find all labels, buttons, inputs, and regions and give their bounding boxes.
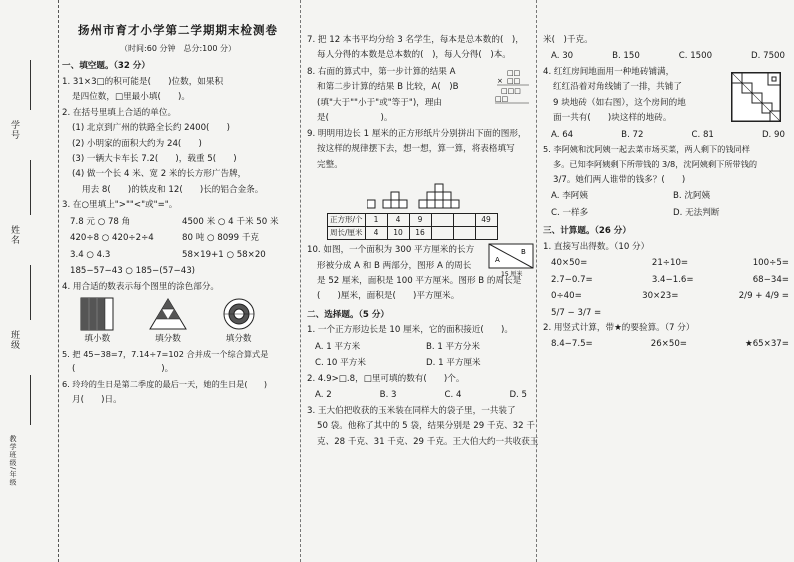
- compare-item: 3.4 ○ 4.3: [70, 249, 111, 260]
- choice-4b: 红红沿着对角线铺了一排，共铺了: [553, 82, 682, 93]
- table-cell: 49: [475, 214, 497, 227]
- figure-label-a: A: [495, 256, 500, 265]
- choice-3d: 米( )千克。: [543, 35, 593, 45]
- choice-option[interactable]: D. 无法判断: [673, 207, 720, 218]
- question-2-2: (2) 小明家的面积大约为 24( ): [72, 138, 202, 149]
- calc-vertical-row: [543, 338, 794, 350]
- calc-item: 2.7−0.7=: [551, 274, 593, 285]
- compare-row-4: [62, 265, 294, 277]
- rectangle-ab-figure: [487, 242, 537, 278]
- table-row: [328, 214, 498, 227]
- calc-item: 0÷40=: [551, 291, 582, 302]
- compare-row-1: [62, 216, 294, 228]
- choice-option[interactable]: C. 81: [691, 129, 714, 140]
- circle-rings-figure: [219, 297, 259, 331]
- choice-option[interactable]: A. 30: [551, 51, 574, 62]
- choice-1-options-row: [307, 357, 537, 369]
- question-2: 2. 在括号里填上合适的单位。: [62, 107, 177, 118]
- table-header-cell: 正方形/个: [328, 214, 366, 227]
- question-8a: 8. 右面的算式中，第一步计算的结果 A: [307, 66, 456, 77]
- choice-2: 2. 4.9>□.8，□里可填的数有( )个。: [307, 373, 465, 384]
- compare-row-3: [62, 249, 294, 261]
- svg-text:□□: □□: [507, 68, 521, 77]
- shaded-figures: [62, 297, 294, 331]
- column-middle: [300, 0, 537, 562]
- table-cell: 16: [409, 227, 431, 240]
- binding-line: [30, 160, 31, 215]
- choice-option[interactable]: D. 7500: [751, 51, 785, 62]
- question-5a: 5. 把 45−38=7，7.14÷7=102 合并成一个综合算式是: [62, 348, 269, 359]
- question-8c: (填"大于""小于"或"等于")，理由: [317, 97, 442, 108]
- choice-option[interactable]: C. 1500: [678, 51, 713, 62]
- question-10-block: [307, 244, 537, 303]
- calc-item: 100÷5=: [752, 258, 789, 269]
- section-fill-blank: 一、填空题。（32 分）: [62, 61, 150, 72]
- choice-3b: 50 袋。他称了其中的 5 袋，结果分别是 29 千克、32 千: [317, 421, 535, 432]
- question-3: 3. 在○里填上">""<"或"="。: [62, 200, 178, 211]
- compare-item: 7.8 元 ○ 78 角: [70, 216, 131, 227]
- choice-option[interactable]: B. 沈阿姨: [673, 191, 711, 202]
- question-9c: 完整。: [317, 159, 343, 170]
- calc-item: ★65×37=: [745, 339, 789, 350]
- question-8b: 和第二步计算的结果 B 比较，A( )B: [317, 82, 459, 93]
- choice-3c: 克、28 千克、31 千克、29 千克。王大伯大约一共收获玉: [317, 436, 539, 447]
- binding-label-student-id: 学号: [9, 120, 19, 140]
- question-1b: 是四位数，□里最小填( )。: [72, 92, 190, 103]
- calc-item: 8.4−7.5=: [551, 339, 593, 350]
- calc-2: 2. 用竖式计算，带★的要验算。（7 分）: [543, 323, 695, 334]
- svg-text:□□□: □□□: [501, 86, 521, 95]
- calc-row-1: [543, 257, 794, 269]
- exam-title: 扬州市育才小学第二学期期末检测卷: [78, 23, 278, 37]
- choice-option[interactable]: D. 90: [761, 129, 785, 140]
- choice-4d: 面一共有( )块这样的地砖。: [553, 113, 672, 124]
- table-cell: 9: [409, 214, 431, 227]
- calc-item: 5/7 − 3/7 =: [551, 307, 602, 318]
- calc-item: 30×23=: [642, 291, 679, 302]
- section-calculation: 三、计算题。（26 分）: [543, 226, 631, 237]
- compare-item: 420÷8 ○ 420÷2÷4: [70, 233, 154, 244]
- question-8-block: [307, 66, 537, 125]
- svg-text:×: ×: [497, 76, 503, 85]
- question-2-4a: (4) 做一个长 4 米、宽 2 米的长方形广告牌，: [72, 169, 247, 180]
- figure-captions: [62, 333, 294, 345]
- question-10b: 形被分成 A 和 B 两部分，图形 A 的周长: [317, 260, 472, 271]
- table-cell: 4: [387, 214, 409, 227]
- square-grid-figure: [77, 297, 117, 331]
- choice-option[interactable]: A. 李阿姨: [551, 191, 588, 202]
- compare-item: 4500 米 ○ 4 千米 50 米: [182, 216, 279, 227]
- choice-option[interactable]: B. 72: [621, 129, 644, 140]
- choice-1-options-row: [307, 341, 537, 353]
- question-7b: 每人分得的本数是总本数的( )，每人分得( )本。: [317, 50, 511, 61]
- calc-1: 1. 直接写出得数。（10 分）: [543, 241, 650, 252]
- table-cell: [431, 214, 453, 227]
- choice-option[interactable]: B. 1 平方分米: [426, 341, 480, 352]
- choice-4c: 9 块地砖（如右图），这个房间的地: [553, 97, 686, 108]
- triangle-figure: [148, 297, 188, 331]
- svg-text:□□: □□: [507, 76, 521, 85]
- calc-item: 26×50=: [650, 339, 688, 350]
- calc-row-4: [543, 307, 794, 319]
- question-2-4b: 用去 8( )的铁皮和 12( )长的铝合金条。: [82, 184, 264, 195]
- question-6b: 月( )日。: [72, 394, 122, 405]
- binding-margin: [0, 0, 59, 562]
- choice-3a: 3. 王大伯把收获的玉米装在同样大的袋子里，一共装了: [307, 405, 516, 416]
- choice-option[interactable]: C. 一样多: [551, 207, 589, 218]
- choice-option[interactable]: C. 10 平方米: [315, 358, 366, 369]
- choice-option[interactable]: C. 4: [444, 390, 462, 401]
- column-right: [536, 0, 794, 562]
- calc-item: 40×50=: [551, 258, 588, 269]
- choice-5a: 5. 李阿姨和沈阿姨一起去菜市场买菜，两人剩下的钱同样: [543, 144, 750, 155]
- choice-5c: 3/7。她们两人谁带的钱多？( ): [553, 174, 686, 185]
- binding-label-grade: 教学班级/年级: [9, 435, 17, 487]
- compare-row-2: [62, 232, 294, 244]
- choice-5-options-row: [543, 207, 794, 219]
- choice-option[interactable]: D. 1 平方厘米: [426, 358, 481, 369]
- exam-subtitle: （时间:60 分钟 总分:100 分）: [120, 43, 236, 53]
- calc-row-2: [543, 274, 794, 286]
- question-2-1: (1) 北京到广州的铁路全长约 2400( ): [72, 123, 230, 134]
- binding-label-class: 班级: [9, 330, 19, 350]
- question-9a: 9. 明明用边长 1 厘米的正方形纸片分别拼出下面的图形，: [307, 128, 527, 139]
- square-pattern-figure: [367, 171, 507, 209]
- calc-row-3: [543, 290, 794, 302]
- choice-option[interactable]: A. 2: [315, 390, 332, 401]
- question-10a: 10. 如图，一个面积为 300 平方厘米的长方: [307, 245, 475, 256]
- question-10d: ( )厘米，面积是( )平方厘米。: [317, 291, 460, 302]
- choice-1: 1. 一个正方形边长是 10 厘米，它的面积接近( )。: [307, 325, 513, 336]
- table-cell: [475, 227, 497, 240]
- svg-text:□□: □□: [495, 94, 509, 103]
- binding-label-name: 姓名: [9, 225, 19, 245]
- vertical-calculation-figure: [493, 66, 533, 106]
- choice-4-options-row: [543, 129, 794, 141]
- question-8d: 是( )。: [317, 113, 393, 124]
- question-9b: 按这样的规律摆下去，想一想，算一算，将表格填写: [317, 144, 515, 155]
- column-left: [62, 0, 294, 562]
- figure-caption: 填分数: [155, 334, 181, 345]
- question-7a: 7. 把 12 本书平均分给 3 名学生，每本是总本数的( )，: [307, 35, 524, 45]
- pattern-table: [327, 213, 498, 240]
- choice-5b: 多。已知李阿姨剩下所带钱的 3/8，沈阿姨剩下所带钱的: [553, 159, 758, 170]
- question-4: 4. 用合适的数表示每个图里的涂色部分。: [62, 281, 220, 292]
- table-cell: [453, 214, 475, 227]
- compare-item: 80 吨 ○ 8099 千克: [182, 233, 260, 244]
- question-5b: ( )。: [72, 364, 174, 375]
- binding-line: [30, 60, 31, 110]
- choice-5-options-row: [543, 190, 794, 202]
- binding-line: [30, 375, 31, 425]
- floor-tile-figure: [731, 72, 781, 122]
- choice-option[interactable]: B. 3: [379, 390, 397, 401]
- figure-caption: 填小数: [84, 334, 111, 345]
- choice-option[interactable]: A. 1 平方米: [315, 341, 361, 352]
- choice-2-options-row: [307, 389, 537, 401]
- calc-item: 21÷10=: [651, 258, 689, 269]
- section-choice: 二、选择题。（5 分）: [307, 309, 390, 320]
- question-10c: 是 52 厘米，面积是 100 平方厘米。图形 B 的周长是: [317, 275, 522, 286]
- choice-4a: 4. 红红房间地面用一种地砖铺满，: [543, 66, 675, 77]
- table-cell: [453, 227, 475, 240]
- calc-item: 3.4−1.6=: [651, 274, 694, 285]
- figure-label-b: B: [521, 248, 526, 257]
- table-cell: 4: [365, 227, 387, 240]
- table-cell: 10: [387, 227, 409, 240]
- choice-option[interactable]: B. 150: [612, 51, 640, 62]
- binding-line: [30, 265, 31, 320]
- question-1a: 1. 31×3□的积可能是( )位数，如果积: [62, 76, 224, 87]
- choice-option[interactable]: D. 5: [509, 390, 527, 401]
- table-row: [328, 227, 498, 240]
- table-cell: 1: [365, 214, 387, 227]
- question-2-3: (3) 一辆大卡车长 7.2( )，载重 5( ): [72, 153, 237, 164]
- figure-caption: 填分数: [225, 334, 252, 345]
- choice-option[interactable]: A. 64: [551, 129, 574, 140]
- compare-item: 185−57−43 ○ 185−(57−43): [70, 266, 196, 277]
- table-header-cell: 周长/厘米: [328, 227, 366, 240]
- figure-label-length: 15 厘米: [501, 271, 523, 279]
- choice-3-options-row: [543, 50, 794, 62]
- question-6a: 6. 玲玲的生日是第二季度的最后一天，她的生日是( ): [62, 378, 268, 389]
- calc-item: 68−34=: [752, 274, 789, 285]
- table-cell: [431, 227, 453, 240]
- calc-item: 2/9 + 4/9 =: [738, 291, 789, 302]
- compare-item: 58×19+1 ○ 58×20: [182, 249, 266, 260]
